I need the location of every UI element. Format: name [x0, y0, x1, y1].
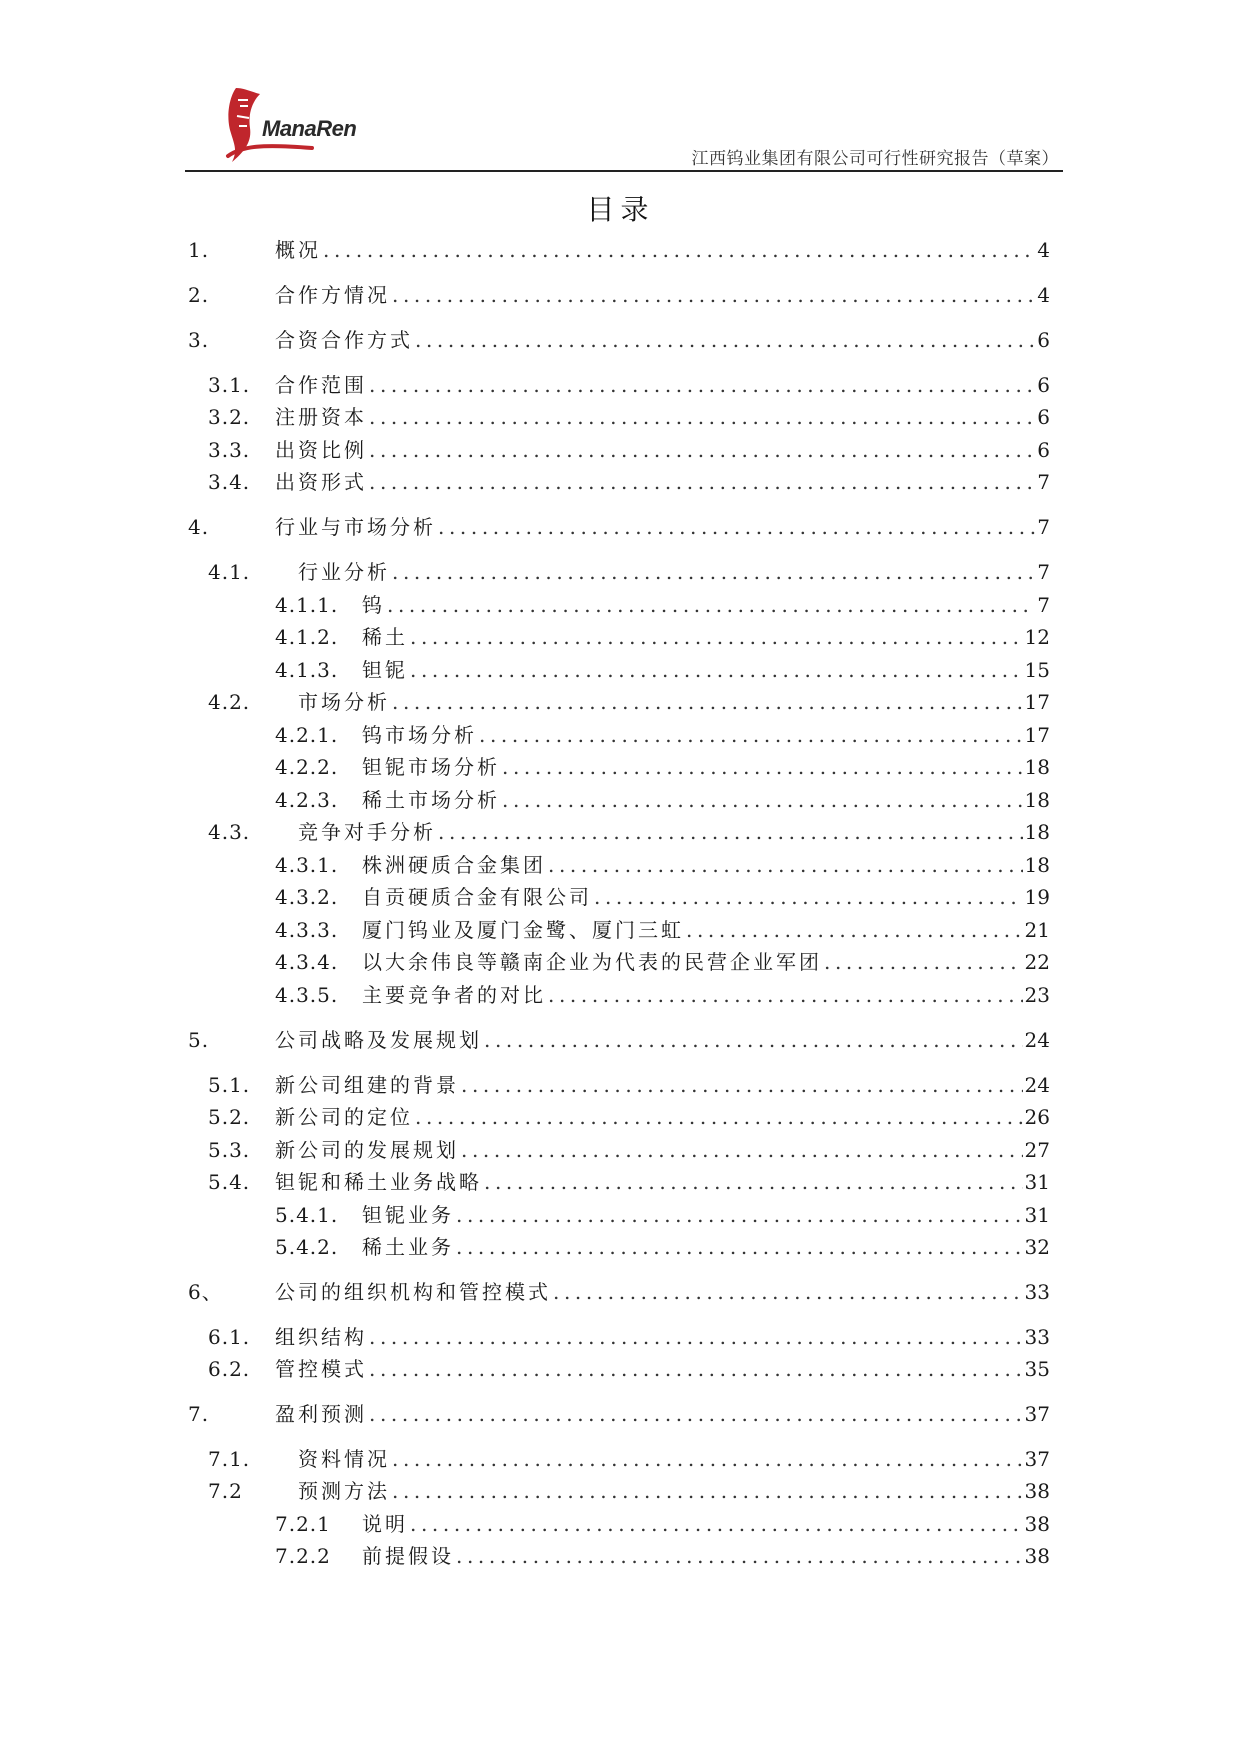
- toc-dot-leader: [415, 1102, 1023, 1132]
- toc-dot-leader: [461, 1135, 1023, 1165]
- toc-entry-label: 行业与市场分析: [275, 515, 436, 539]
- toc-entry-page-number: 6: [1037, 438, 1050, 462]
- toc-entry-label: 稀土: [362, 625, 408, 649]
- toc-dot-leader: [323, 235, 1035, 265]
- toc-entry-page-number: 23: [1024, 983, 1050, 1007]
- toc-entry[interactable]: [0, 1354, 1241, 1384]
- toc-entry[interactable]: [0, 687, 1241, 717]
- toc-entry-page-number: 31: [1024, 1203, 1050, 1227]
- toc-entry-page-number: 38: [1024, 1479, 1050, 1503]
- toc-entry[interactable]: [0, 1476, 1241, 1506]
- toc-entry-label: 合资合作方式: [275, 328, 413, 352]
- toc-dot-leader: [392, 1476, 1023, 1506]
- toc-entry-label: 自贡硬质合金有限公司: [362, 885, 592, 909]
- toc-entry-label: 主要竞争者的对比: [362, 983, 546, 1007]
- toc-entry-number: 3.1.: [208, 373, 251, 397]
- toc-entry[interactable]: [0, 1444, 1241, 1474]
- toc-entry[interactable]: [0, 1509, 1241, 1539]
- toc-entry-number: 4.2.2.: [275, 755, 339, 779]
- toc-entry-page-number: 37: [1024, 1447, 1050, 1471]
- toc-entry-number: 3.4.: [208, 470, 251, 494]
- toc-entry-page-number: 38: [1024, 1512, 1050, 1536]
- toc-entry-number: 4.2.1.: [275, 723, 339, 747]
- toc-entry[interactable]: [0, 1102, 1241, 1132]
- toc-entry-page-number: 18: [1024, 853, 1050, 877]
- document-title: 目录: [586, 193, 655, 226]
- toc-entry-label: 盈利预测: [275, 1402, 367, 1426]
- toc-entry-label: 稀土业务: [362, 1235, 454, 1259]
- toc-dot-leader: [369, 435, 1035, 465]
- toc-entry-number: 2.: [188, 283, 210, 307]
- toc-dot-leader: [410, 1509, 1023, 1539]
- toc-dot-leader: [502, 785, 1023, 815]
- toc-entry-page-number: 7: [1037, 560, 1050, 584]
- toc-entry-number: 4.2.: [208, 690, 251, 714]
- toc-entry-page-number: 35: [1024, 1357, 1050, 1381]
- toc-entry-label: 厦门钨业及厦门金鹭、厦门三虹: [362, 918, 684, 942]
- toc-entry-number: 4.3.1.: [275, 853, 339, 877]
- toc-dot-leader: [438, 817, 1023, 847]
- toc-entry-page-number: 18: [1024, 820, 1050, 844]
- toc-entry-page-number: 21: [1024, 918, 1050, 942]
- toc-entry-page-number: 7: [1037, 593, 1050, 617]
- toc-dot-leader: [686, 915, 1023, 945]
- toc-entry-label: 钽铌: [362, 658, 408, 682]
- toc-dot-leader: [392, 687, 1023, 717]
- logo-brand-text: ManaRen: [262, 116, 357, 141]
- toc-entry-number: 4.3.: [208, 820, 251, 844]
- toc-entry-number: 5.2.: [208, 1105, 251, 1129]
- toc-entry[interactable]: [0, 622, 1241, 652]
- toc-entry-page-number: 6: [1037, 405, 1050, 429]
- toc-entry-number: 4.1.1.: [275, 593, 339, 617]
- toc-entry[interactable]: [0, 402, 1241, 432]
- toc-dot-leader: [456, 1541, 1023, 1571]
- toc-entry-number: 5.1.: [208, 1073, 251, 1097]
- toc-entry[interactable]: [0, 1399, 1241, 1429]
- toc-entry-label: 注册资本: [275, 405, 367, 429]
- toc-entry-page-number: 6: [1037, 373, 1050, 397]
- toc-entry[interactable]: [0, 752, 1241, 782]
- toc-entry-label: 说明: [362, 1512, 408, 1536]
- toc-dot-leader: [369, 1399, 1023, 1429]
- toc-entry-number: 5.4.2.: [275, 1235, 339, 1259]
- toc-dot-leader: [484, 1025, 1023, 1055]
- toc-entry-number: 5.4.: [208, 1170, 251, 1194]
- toc-entry-page-number: 33: [1024, 1280, 1050, 1304]
- toc-entry-label: 管控模式: [275, 1357, 367, 1381]
- toc-entry-label: 新公司的定位: [275, 1105, 413, 1129]
- toc-entry-page-number: 7: [1037, 515, 1050, 539]
- toc-dot-leader: [438, 512, 1035, 542]
- toc-entry-number: 5.3.: [208, 1138, 251, 1162]
- toc-dot-leader: [392, 557, 1035, 587]
- toc-entry[interactable]: [0, 467, 1241, 497]
- toc-entry-page-number: 22: [1024, 950, 1050, 974]
- toc-entry[interactable]: [0, 720, 1241, 750]
- toc-dot-leader: [824, 947, 1023, 977]
- toc-entry-number: 4.: [188, 515, 210, 539]
- toc-entry[interactable]: [0, 1322, 1241, 1352]
- toc-entry-page-number: 24: [1024, 1073, 1050, 1097]
- toc-entry[interactable]: [0, 1167, 1241, 1197]
- toc-entry[interactable]: [0, 850, 1241, 880]
- toc-entry-page-number: 33: [1024, 1325, 1050, 1349]
- toc-entry-label: 钨市场分析: [362, 723, 477, 747]
- toc-entry-number: 7.1.: [208, 1447, 251, 1471]
- toc-entry-number: 5.: [188, 1028, 210, 1052]
- toc-entry-label: 预测方法: [298, 1479, 390, 1503]
- toc-entry-page-number: 31: [1024, 1170, 1050, 1194]
- toc-entry-page-number: 17: [1024, 723, 1050, 747]
- toc-entry-number: 4.3.5.: [275, 983, 339, 1007]
- toc-entry[interactable]: [0, 512, 1241, 542]
- toc-entry-number: 3.: [188, 328, 210, 352]
- toc-entry[interactable]: [0, 882, 1241, 912]
- toc-entry[interactable]: [0, 235, 1241, 265]
- toc-dot-leader: [456, 1232, 1023, 1262]
- toc-dot-leader: [369, 1322, 1023, 1352]
- toc-dot-leader: [369, 1354, 1023, 1384]
- toc-entry-number: 6.2.: [208, 1357, 251, 1381]
- toc-entry-label: 钽铌和稀土业务战略: [275, 1170, 482, 1194]
- toc-dot-leader: [548, 850, 1023, 880]
- toc-dot-leader: [415, 325, 1035, 355]
- toc-dot-leader: [410, 622, 1023, 652]
- toc-entry-page-number: 4: [1037, 238, 1050, 262]
- toc-entry-label: 行业分析: [298, 560, 390, 584]
- toc-entry[interactable]: [0, 1025, 1241, 1055]
- toc-entry[interactable]: [0, 1232, 1241, 1262]
- toc-entry-label: 以大余伟良等赣南企业为代表的民营企业军团: [362, 950, 822, 974]
- toc-entry-number: 7.2: [208, 1479, 243, 1503]
- toc-entry-number: 7.2.2: [275, 1544, 331, 1568]
- toc-entry[interactable]: [0, 1200, 1241, 1230]
- toc-entry-number: 7.2.1: [275, 1512, 331, 1536]
- toc-entry[interactable]: [0, 280, 1241, 310]
- toc-entry-number: 4.3.3.: [275, 918, 339, 942]
- toc-entry-page-number: 12: [1024, 625, 1050, 649]
- toc-entry[interactable]: [0, 1541, 1241, 1571]
- toc-dot-leader: [369, 402, 1035, 432]
- toc-dot-leader: [456, 1200, 1023, 1230]
- toc-entry-number: 4.1.2.: [275, 625, 339, 649]
- toc-entry-page-number: 18: [1024, 755, 1050, 779]
- toc-entry-number: 3.2.: [208, 405, 251, 429]
- toc-entry-number: 3.3.: [208, 438, 251, 462]
- toc-dot-leader: [461, 1070, 1023, 1100]
- toc-entry-label: 株洲硬质合金集团: [362, 853, 546, 877]
- toc-dot-leader: [410, 655, 1023, 685]
- toc-dot-leader: [369, 467, 1035, 497]
- toc-entry-label: 钽铌市场分析: [362, 755, 500, 779]
- toc-entry-number: 4.1.: [208, 560, 251, 584]
- toc-entry-label: 出资形式: [275, 470, 367, 494]
- toc-entry-label: 公司战略及发展规划: [275, 1028, 482, 1052]
- toc-dot-leader: [553, 1277, 1023, 1307]
- toc-entry-label: 前提假设: [362, 1544, 454, 1568]
- toc-entry-page-number: 7: [1037, 470, 1050, 494]
- toc-entry-label: 新公司组建的背景: [275, 1073, 459, 1097]
- toc-entry[interactable]: [0, 590, 1241, 620]
- toc-entry-page-number: 38: [1024, 1544, 1050, 1568]
- toc-entry-number: 7.: [188, 1402, 210, 1426]
- toc-entry-page-number: 4: [1037, 283, 1050, 307]
- toc-entry-page-number: 32: [1024, 1235, 1050, 1259]
- toc-entry[interactable]: [0, 1277, 1241, 1307]
- header-title: 江西钨业集团有限公司可行性研究报告（草案）: [691, 149, 1059, 169]
- toc-entry[interactable]: [0, 980, 1241, 1010]
- toc-entry-number: 4.1.3.: [275, 658, 339, 682]
- toc-dot-leader: [387, 590, 1035, 620]
- toc-dot-leader: [502, 752, 1023, 782]
- toc-entry-label: 竞争对手分析: [298, 820, 436, 844]
- toc-entry-label: 公司的组织机构和管控模式: [275, 1280, 551, 1304]
- toc-entry-label: 合作范围: [275, 373, 367, 397]
- toc-dot-leader: [369, 370, 1035, 400]
- toc-entry[interactable]: [0, 655, 1241, 685]
- toc-entry-page-number: 19: [1024, 885, 1050, 909]
- toc-entry-page-number: 26: [1024, 1105, 1050, 1129]
- toc-entry-label: 市场分析: [298, 690, 390, 714]
- toc-entry[interactable]: [0, 947, 1241, 977]
- toc-entry[interactable]: [0, 370, 1241, 400]
- toc-entry[interactable]: [0, 1135, 1241, 1165]
- toc-entry-number: 5.4.1.: [275, 1203, 339, 1227]
- toc-entry-number: 1.: [188, 238, 210, 262]
- toc-entry-page-number: 27: [1024, 1138, 1050, 1162]
- toc-entry-number: 4.2.3.: [275, 788, 339, 812]
- toc-dot-leader: [479, 720, 1023, 750]
- toc-dot-leader: [548, 980, 1023, 1010]
- toc-entry-page-number: 6: [1037, 328, 1050, 352]
- toc-entry[interactable]: [0, 817, 1241, 847]
- toc-entry[interactable]: [0, 785, 1241, 815]
- toc-entry-label: 组织结构: [275, 1325, 367, 1349]
- toc-entry-page-number: 17: [1024, 690, 1050, 714]
- toc-entry-page-number: 15: [1024, 658, 1050, 682]
- toc-entry-page-number: 24: [1024, 1028, 1050, 1052]
- toc-entry-number: 4.3.2.: [275, 885, 339, 909]
- toc-entry[interactable]: [0, 325, 1241, 355]
- toc-entry-label: 稀土市场分析: [362, 788, 500, 812]
- toc-dot-leader: [392, 280, 1035, 310]
- toc-entry-label: 新公司的发展规划: [275, 1138, 459, 1162]
- toc-dot-leader: [392, 1444, 1023, 1474]
- toc-entry-label: 钽铌业务: [362, 1203, 454, 1227]
- toc-entry-label: 出资比例: [275, 438, 367, 462]
- toc-entry-label: 钨: [362, 593, 385, 617]
- toc-entry-number: 6、: [188, 1280, 223, 1304]
- toc-dot-leader: [484, 1167, 1023, 1197]
- toc-entry[interactable]: [0, 557, 1241, 587]
- toc-entry-label: 合作方情况: [275, 283, 390, 307]
- toc-entry[interactable]: [0, 915, 1241, 945]
- toc-entry-page-number: 37: [1024, 1402, 1050, 1426]
- toc-entry[interactable]: [0, 435, 1241, 465]
- toc-entry-number: 4.3.4.: [275, 950, 339, 974]
- toc-entry-label: 概况: [275, 238, 321, 262]
- toc-entry-number: 6.1.: [208, 1325, 251, 1349]
- toc-dot-leader: [594, 882, 1023, 912]
- toc-entry[interactable]: [0, 1070, 1241, 1100]
- toc-entry-page-number: 18: [1024, 788, 1050, 812]
- toc-entry-label: 资料情况: [298, 1447, 390, 1471]
